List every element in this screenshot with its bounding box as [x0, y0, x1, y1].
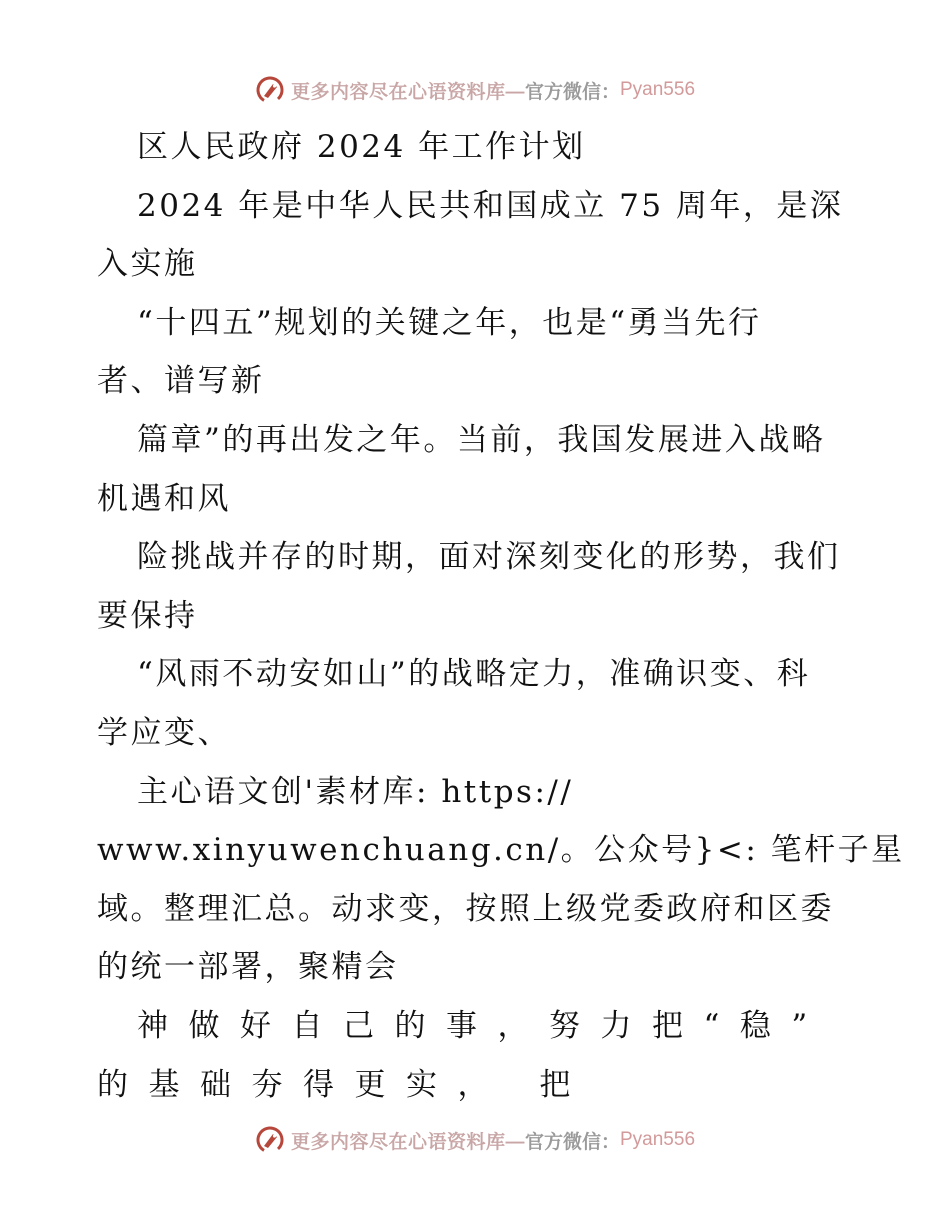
document-title: 区人民政府 2024 年工作计划	[137, 129, 586, 165]
text-line: 神做好自己的事，努力把“稳”	[137, 1007, 828, 1044]
footer-promo-text: 更多内容尽在心语资料库—	[290, 1131, 525, 1153]
text-line: www.xinyuwenchuang.cn/。公众号}<: 笔杆子星	[97, 832, 905, 869]
header-banner	[0, 70, 950, 110]
header-promo-text: 更多内容尽在心语资料库—	[290, 81, 525, 103]
text-line: 者、谱写新	[97, 363, 265, 400]
text-line: 学应变、	[97, 714, 231, 751]
text-line: 入实施	[97, 246, 198, 283]
document-body	[97, 118, 905, 1114]
text-line: 要保持	[97, 597, 198, 634]
text-line: 的基础夯得更实， 把	[97, 1066, 591, 1103]
header-wechat-label: 官方微信：	[524, 81, 620, 103]
text-line: 的统一部署，聚精会	[97, 949, 399, 986]
text-line: “十四五”规划的关键之年，也是“勇当先行	[137, 304, 762, 341]
text-line: 险挑战并存的时期，面对深刻变化的形势，我们	[137, 539, 841, 576]
footer-wechat-id: Pyan556	[620, 1129, 696, 1150]
footer-banner	[0, 1120, 950, 1160]
pen-nib-logo-icon	[255, 75, 285, 105]
text-line: “风雨不动安如山”的战略定力，准确识变、科	[137, 656, 811, 693]
text-line: 机遇和风	[97, 480, 231, 517]
text-line: 域。整理汇总。动求变，按照上级党委政府和区委	[97, 890, 834, 927]
text-line: 主心语文创'素材库: https://	[137, 773, 574, 810]
footer-wechat-label: 官方微信：	[524, 1131, 620, 1153]
text-line: 2024 年是中华人民共和国成立 75 周年，是深	[137, 187, 844, 224]
pen-nib-logo-icon	[255, 1125, 285, 1155]
header-wechat-id: Pyan556	[620, 79, 696, 100]
text-line: 篇章”的再出发之年。当前，我国发展进入战略	[137, 421, 826, 458]
